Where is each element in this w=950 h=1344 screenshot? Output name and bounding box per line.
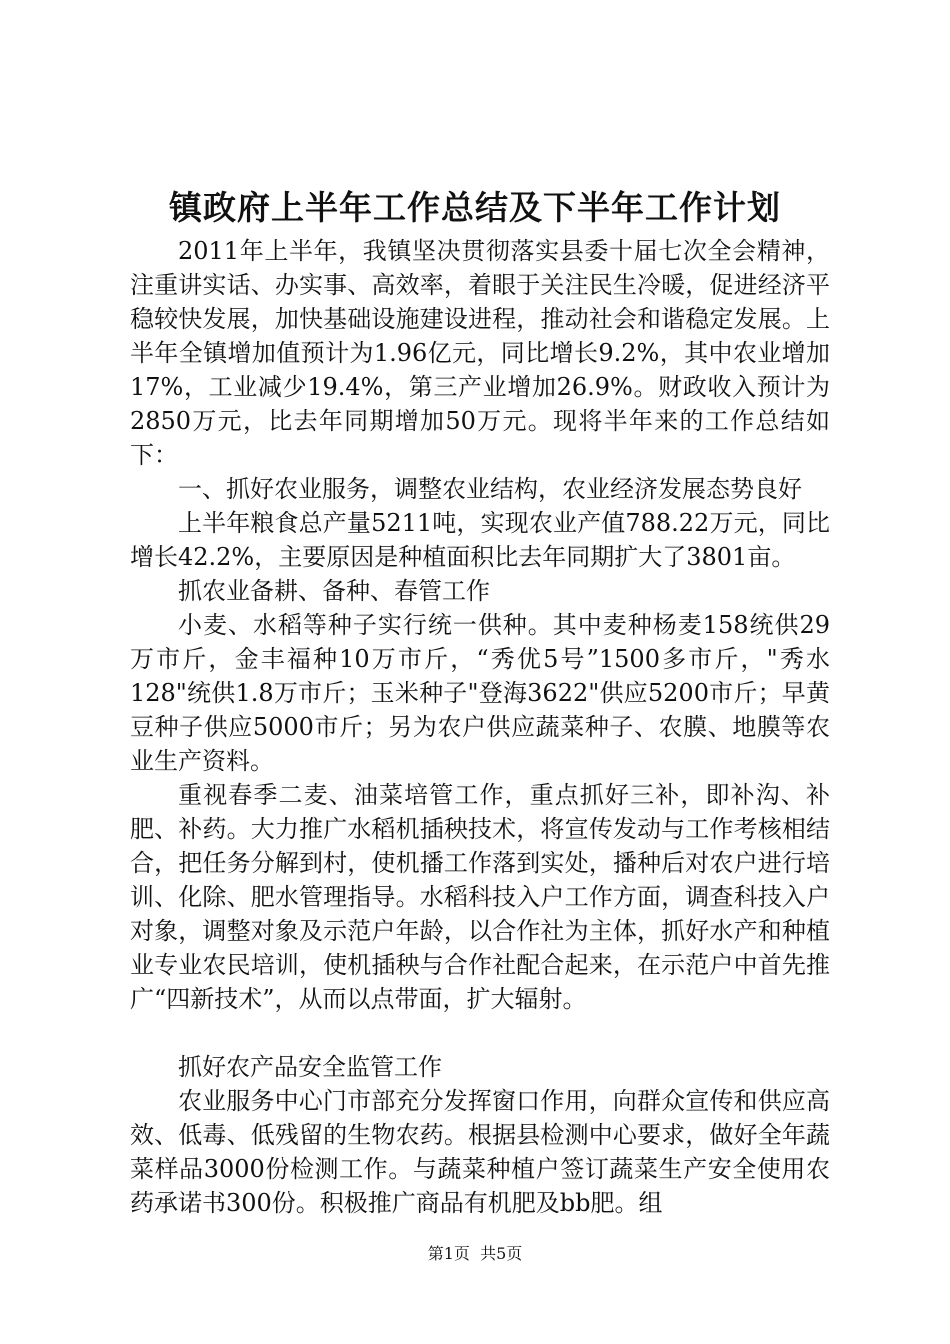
document-body bbox=[130, 234, 830, 1220]
page-footer bbox=[0, 1242, 950, 1266]
subheading-spring-prep: 抓农业备耕、备种、春管工作 bbox=[178, 577, 490, 605]
document-title: 镇政府上半年工作总结及下半年工作计划 bbox=[169, 188, 781, 227]
product-safety-paragraph: 农业服务中心门市部充分发挥窗口作用，向群众宣传和供应高效、低毒、低残留的生物农药。根据县检测中心要求，做好全年蔬菜样品3000份检测工作。与蔬菜种植户签订蔬菜生产安全使用农药承诺书300份。积极推广商品有机肥及bb肥。组 bbox=[130, 1087, 830, 1217]
grain-output-paragraph: 上半年粮食总产量5211吨，实现农业产值788.22万元，同比增长42.2%，主要原因是种植面积比去年同期扩大了3801亩。 bbox=[130, 509, 830, 571]
page-total: 共5页 bbox=[480, 1244, 523, 1263]
subheading-product-safety: 抓好农产品安全监管工作 bbox=[178, 1053, 442, 1081]
section-heading-agriculture: 一、抓好农业服务，调整农业结构，农业经济发展态势良好 bbox=[178, 475, 802, 503]
page-number: 第1页 bbox=[427, 1244, 470, 1263]
seed-supply-paragraph: 小麦、水稻等种子实行统一供种。其中麦种杨麦158统供29万市斤，金丰福种10万市斤，“秀优5号”1500多市斤，"秀水128"统供1.8万市斤；玉米种子"登海3622"供应5200市斤；早黄豆种子供应5000市斤；另为农户供应蔬菜种子、农膜、地膜等农业生产资料。 bbox=[130, 611, 830, 775]
intro-paragraph: 2011年上半年，我镇坚决贯彻落实县委十届七次全会精神，注重讲实话、办实事、高效率，着眼于关注民生冷暖，促进经济平稳较快发展，加快基础设施建设进程，推动社会和谐稳定发展。上半年全镇增加值预计为1.96亿元，同比增长9.2%，其中农业增加17%，工业减少19.4%，第三产业增加26.9%。财政收入预计为2850万元，比去年同期增加50万元。现将半年来的工作总结如下： bbox=[130, 237, 830, 469]
spring-management-paragraph: 重视春季二麦、油菜培管工作，重点抓好三补，即补沟、补肥、补药。大力推广水稻机插秧技术，将宣传发动与工作考核相结合，把任务分解到村，使机播工作落到实处，播种后对农户进行培训、化除、肥水管理指导。水稻科技入户工作方面，调查科技入户对象，调整对象及示范户年龄，以合作社为主体，抓好水产和种植业专业农民培训，使机插秧与合作社配合起来，在示范户中首先推广“四新技术”，从而以点带面，扩大辐射。 bbox=[130, 781, 830, 1013]
